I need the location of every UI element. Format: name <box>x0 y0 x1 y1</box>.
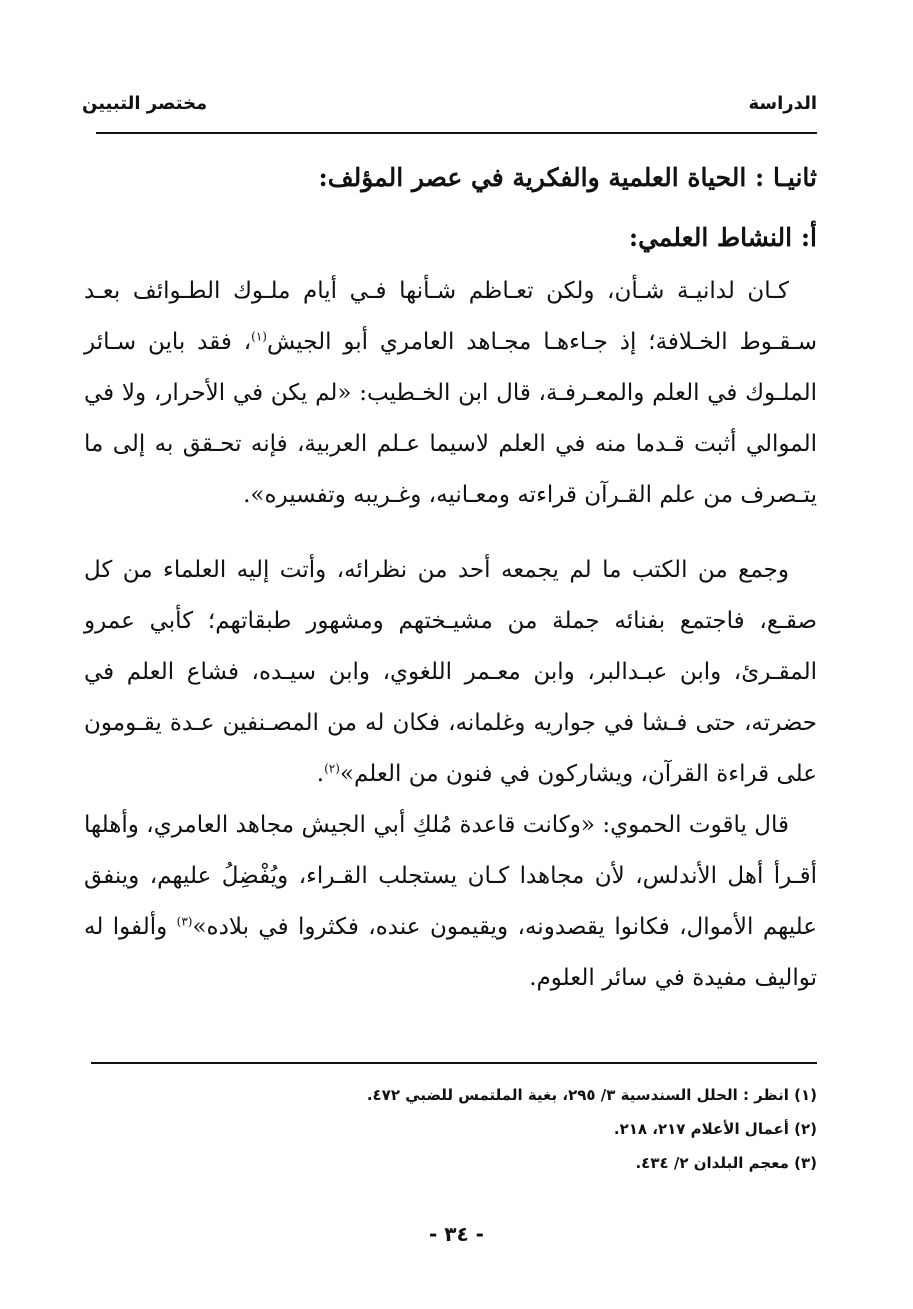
page-number: - ٣٤ - <box>429 1222 484 1246</box>
footnote-ref-2: (٢) <box>324 761 340 776</box>
footnote-divider <box>91 1062 817 1064</box>
paragraph-1 <box>84 266 817 521</box>
paragraph-1-text-cont: ، فقد باين سـائر الملـوك في العلم والمعـرفـة، قال ابن الخـطيب: «لم يكن في الأحرار، ولا في الموالي أثبت قـدما منه في العلم لاسيما عـلم العربية، فإنه تحـقق به إلى ما يتـصرف من علم القـرآن قراءته ومعـانيه، وغـريبه وتفسيره». <box>84 329 817 508</box>
footnote-ref-1: (١) <box>251 329 267 344</box>
header-book-title: مختصر التبيين <box>82 92 208 114</box>
footnote-2: (٢) أعمال الأعلام ٢١٧، ٢١٨. <box>613 1120 817 1138</box>
paragraph-3 <box>84 800 817 1004</box>
subsection-title: أ: النشاط العلمي: <box>628 223 817 252</box>
paragraph-2-text: وجمع من الكتب ما لم يجمعه أحد من نظرائه، وأتت إليه العلماء من كل صقـع، فاجتمع بفنائه جملة من مشيـختهم ومشهور طبقاتهم؛ كأبي عمرو المقـرئ، وابن عبـدالبر، وابن معـمر اللغوي، وابن سيـده، فشاع العلم في حضرته، حتى فـشا في جواريه وغلمانه، فكان له من المصـنفين عـدة يقـومون على قراءة القرآن، ويشاركون في فنون من العلم» <box>84 557 817 787</box>
main-text <box>84 150 817 1004</box>
paragraph-3-text: قال ياقوت الحموي: «وكانت قاعدة مُلكِ أبي الجيش مجاهد العامري، وأهلها أقـرأ أهل الأندلس، لأن مجاهدا كـان يستجلب القـراء، ويُفْضِلُ عليهم، وينفق عليهم الأموال، فكانوا يقصدونه، ويقيمون عنده، فكثروا في بلاده» <box>84 812 818 940</box>
running-header <box>82 86 817 120</box>
footnote-1: (١) انظر : الحلل السندسية ٣/ ٢٩٥، بغية الملتمس للضبي ٤٧٢. <box>366 1086 817 1104</box>
paragraph-2-text-cont: . <box>316 761 325 787</box>
footnote-ref-3: (٣) <box>176 914 193 929</box>
paragraph-1-text: كـان لدانيـة شـأن، ولكن تعـاظم شـأنها فـي أيام ملـوك الطـوائف بعـد سـقـوط الخـلافة؛ إذ جـاءهـا مجـاهد العامري أبو الجيش <box>84 278 817 355</box>
paragraph-2 <box>84 545 817 800</box>
header-section-name: الدراسة <box>748 92 817 114</box>
paragraph-3-text-cont: وألفوا له تواليف مفيدة في سائر العلوم. <box>84 914 817 991</box>
footnotes <box>91 1078 817 1180</box>
section-title: ثانيـا : الحياة العلمية والفكرية في عصر المؤلف: <box>318 163 817 192</box>
header-divider <box>96 132 817 134</box>
footnote-3: (٣) معجم البلدان ٢/ ٤٣٤. <box>635 1154 817 1172</box>
